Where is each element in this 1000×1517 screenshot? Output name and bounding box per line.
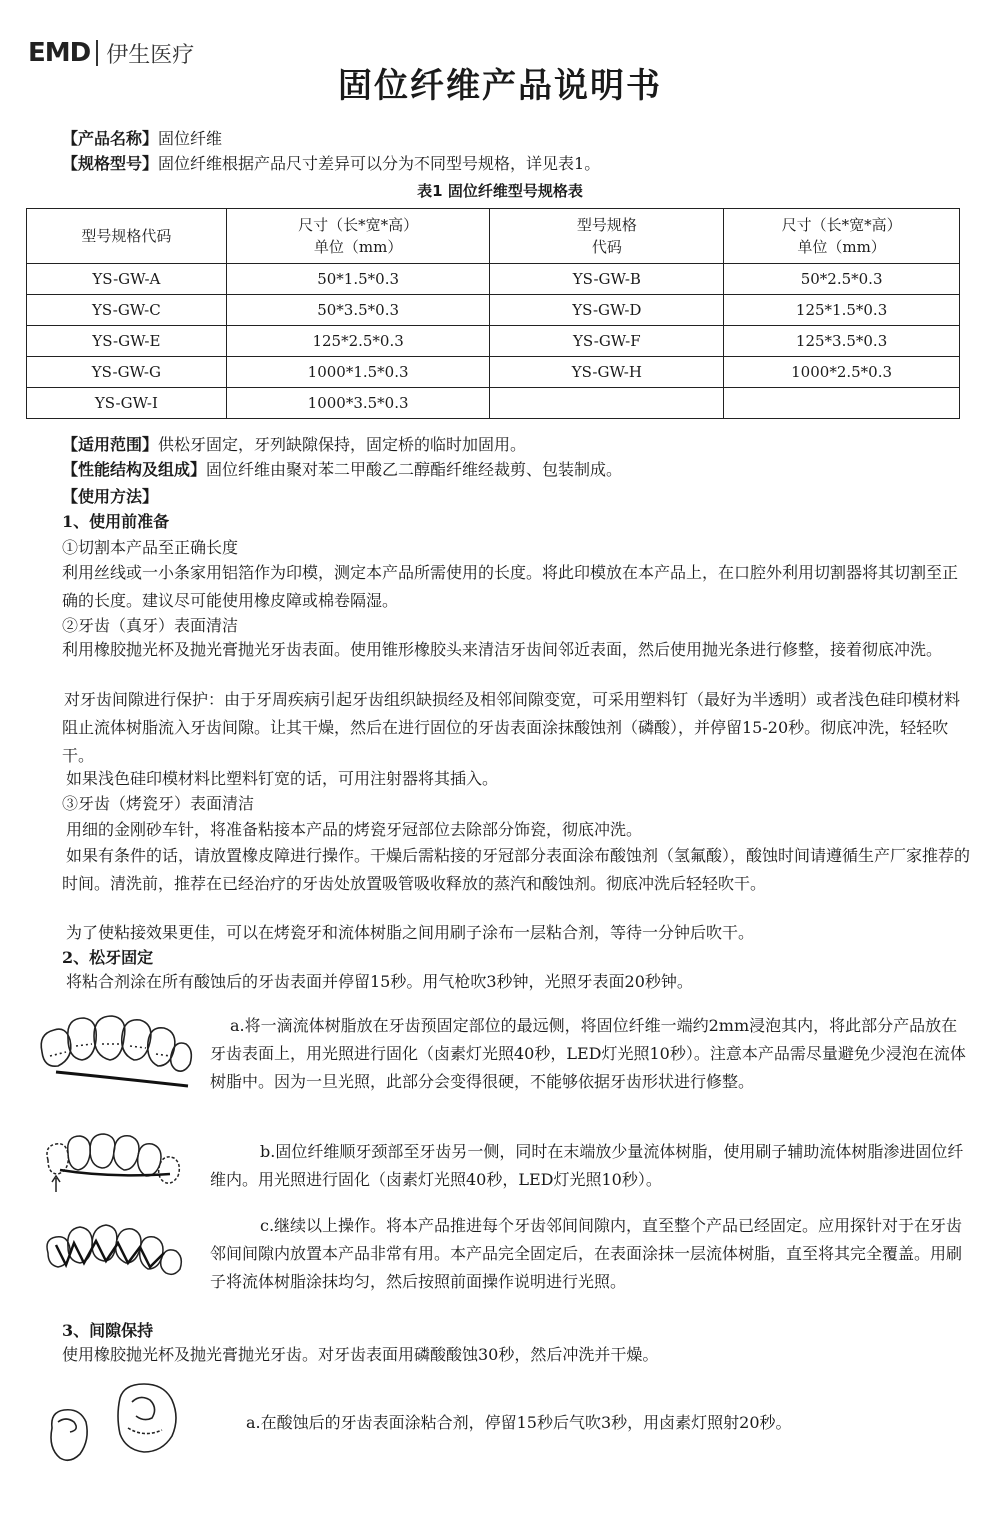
product-name-line bbox=[62, 128, 222, 150]
teeth-illustration-a bbox=[36, 1012, 196, 1092]
section-1c-text-2: 如果有条件的话，请放置橡皮障进行操作。干燥后需粘接的牙冠部分表面涂布酸蚀剂（氢氟酸），酸蚀时间请遵循生产厂家推荐的时间。清洗前，推荐在已经治疗的牙齿处放置吸管吸收释放的蒸汽和酸蚀剂。彻底冲洗后轻轻吹干。 bbox=[62, 846, 971, 893]
section-1c-title: ③牙齿（烤瓷牙）表面清洁 bbox=[62, 794, 255, 813]
cell-code: YS-GW-I bbox=[27, 388, 227, 419]
teeth-illustration-b bbox=[40, 1130, 190, 1200]
cell-size: 125*3.5*0.3 bbox=[724, 326, 960, 357]
page-title: 固位纤维产品说明书 bbox=[338, 66, 662, 106]
cell-size: 50*3.5*0.3 bbox=[226, 295, 490, 326]
cell-size: 1000*2.5*0.3 bbox=[724, 357, 960, 388]
table-row bbox=[27, 326, 960, 357]
section-1c-text-3: 为了使粘接效果更佳，可以在烤瓷牙和流体树脂之间用刷子涂布一层粘合剂，等待一分钟后吹干。 bbox=[66, 923, 755, 942]
table-row bbox=[27, 295, 960, 326]
header-size-2: 尺寸（长*宽*高） 单位（mm） bbox=[724, 209, 960, 264]
section-2c-text: c.继续以上操作。将本产品推进每个牙齿邻间间隙内，直至整个产品已经固定。应用探针对于在牙齿邻间间隙内放置本产品非常有用。本产品完全固定后，在表面涂抹一层流体树脂，直至将其完全覆盖。用刷子将流体树脂涂抹均匀，然后按照前面操作说明进行光照。 bbox=[210, 1216, 963, 1291]
teeth-illustration-c bbox=[40, 1215, 190, 1285]
scope-value: 供松牙固定，牙列缺隙保持，固定桥的临时加固用。 bbox=[158, 435, 527, 454]
product-spec-label: 【规格型号】 bbox=[62, 154, 159, 173]
section-3a-text: a.在酸蚀后的牙齿表面涂粘合剂，停留15秒后气吹3秒，用卤素灯照射20秒。 bbox=[246, 1413, 792, 1432]
cell-code: YS-GW-B bbox=[490, 264, 724, 295]
cell-size: 125*1.5*0.3 bbox=[724, 295, 960, 326]
cell-size: 1000*3.5*0.3 bbox=[226, 388, 490, 419]
logo-text: 伊生医疗 bbox=[106, 42, 195, 68]
section-3-title: 3、间隙保持 bbox=[62, 1321, 154, 1340]
cell-size: 50*1.5*0.3 bbox=[226, 264, 490, 295]
section-1b-text-3: 如果浅色硅印模材料比塑料钉宽的话，可用注射器将其插入。 bbox=[66, 769, 499, 788]
cell-code: YS-GW-H bbox=[490, 357, 724, 388]
cell-code: YS-GW-G bbox=[27, 357, 227, 388]
section-1c-text-1: 用细的金刚砂车针，将准备粘接本产品的烤瓷牙冠部位去除部分饰瓷，彻底冲洗。 bbox=[66, 820, 643, 839]
cell-size: 125*2.5*0.3 bbox=[226, 326, 490, 357]
header-code-2: 型号规格 代码 bbox=[490, 209, 724, 264]
section-1-title: 1、使用前准备 bbox=[62, 512, 170, 531]
cell-code: YS-GW-D bbox=[490, 295, 724, 326]
product-spec-value: 固位纤维根据产品尺寸差异可以分为不同型号规格，详见表1。 bbox=[158, 154, 601, 173]
structure-value: 固位纤维由聚对苯二甲酸乙二醇酯纤维经裁剪、包装制成。 bbox=[206, 460, 623, 479]
cell-code: YS-GW-F bbox=[490, 326, 724, 357]
section-1b-text-1: 利用橡胶抛光杯及抛光膏抛光牙齿表面。使用锥形橡胶头来清洁牙齿间邻近表面，然后使用抛光条进行修整，接着彻底冲洗。 bbox=[62, 640, 943, 659]
header-code: 型号规格代码 bbox=[27, 209, 227, 264]
spec-table bbox=[26, 208, 960, 419]
usage-label: 【使用方法】 bbox=[62, 487, 159, 506]
section-3-text: 使用橡胶抛光杯及抛光膏抛光牙齿。对牙齿表面用磷酸酸蚀30秒，然后冲洗并干燥。 bbox=[62, 1345, 659, 1364]
product-name-value: 固位纤维 bbox=[158, 129, 223, 148]
structure-line bbox=[62, 459, 622, 481]
section-2b-text: b.固位纤维顺牙颈部至牙齿另一侧，同时在末端放少量流体树脂，使用刷子辅助流体树脂渗进固位纤维内。用光照进行固化（卤素灯光照40秒，LED灯光照10秒）。 bbox=[210, 1142, 964, 1189]
scope-label: 【适用范围】 bbox=[62, 435, 159, 454]
table-header-row bbox=[27, 209, 960, 264]
table-row bbox=[27, 264, 960, 295]
cell-size: 1000*1.5*0.3 bbox=[226, 357, 490, 388]
teeth-illustration-d bbox=[40, 1378, 190, 1478]
cell-code: YS-GW-A bbox=[27, 264, 227, 295]
table-row bbox=[27, 388, 960, 419]
product-name-label: 【产品名称】 bbox=[62, 129, 159, 148]
section-1a-title: ①切割本产品至正确长度 bbox=[62, 538, 239, 557]
scope-line bbox=[62, 434, 526, 456]
table-caption: 表1 固位纤维型号规格表 bbox=[417, 182, 583, 200]
structure-label: 【性能结构及组成】 bbox=[62, 460, 207, 479]
table-row bbox=[27, 357, 960, 388]
section-2a-text: a.将一滴流体树脂放在牙齿预固定部位的最远侧，将固位纤维一端约2mm浸泡其内，将此部分产品放在牙齿表面上，用光照进行固化（卤素灯光照40秒，LED灯光照10秒）。注意本产品需尽量避免少浸泡在流体树脂中。因为一旦光照，此部分会变得很硬，不能够依据牙齿形状进行修整。 bbox=[210, 1016, 966, 1091]
cell-size bbox=[724, 388, 960, 419]
section-1b-text-2: 对牙齿间隙进行保护：由于牙周疾病引起牙齿组织缺损经及相邻间隙变宽，可采用塑料钉（最好为半透明）或者浅色硅印模材料阻止流体树脂流入牙齿间隙。让其干燥，然后在进行固位的牙齿表面涂抹酸蚀剂（磷酸），并停留15-20秒。彻底冲洗，轻轻吹干。 bbox=[62, 690, 961, 765]
logo-mark: EMD bbox=[28, 38, 91, 68]
cell-size: 50*2.5*0.3 bbox=[724, 264, 960, 295]
cell-code: YS-GW-C bbox=[27, 295, 227, 326]
section-2-title: 2、松牙固定 bbox=[62, 948, 154, 967]
header-size: 尺寸（长*宽*高） 单位（mm） bbox=[226, 209, 490, 264]
section-1a-text: 利用丝线或一小条家用铝箔作为印模，测定本产品所需使用的长度。将此印模放在本产品上，在口腔外利用切割器将其切割至正确的长度。建议尽可能使用橡皮障或棉卷隔湿。 bbox=[62, 563, 959, 610]
cell-code bbox=[490, 388, 724, 419]
product-spec-line bbox=[62, 153, 600, 175]
section-1b-title: ②牙齿（真牙）表面清洁 bbox=[62, 616, 239, 635]
cell-code: YS-GW-E bbox=[27, 326, 227, 357]
section-2-text: 将粘合剂涂在所有酸蚀后的牙齿表面并停留15秒。用气枪吹3秒钟，光照牙表面20秒钟。 bbox=[66, 972, 693, 991]
